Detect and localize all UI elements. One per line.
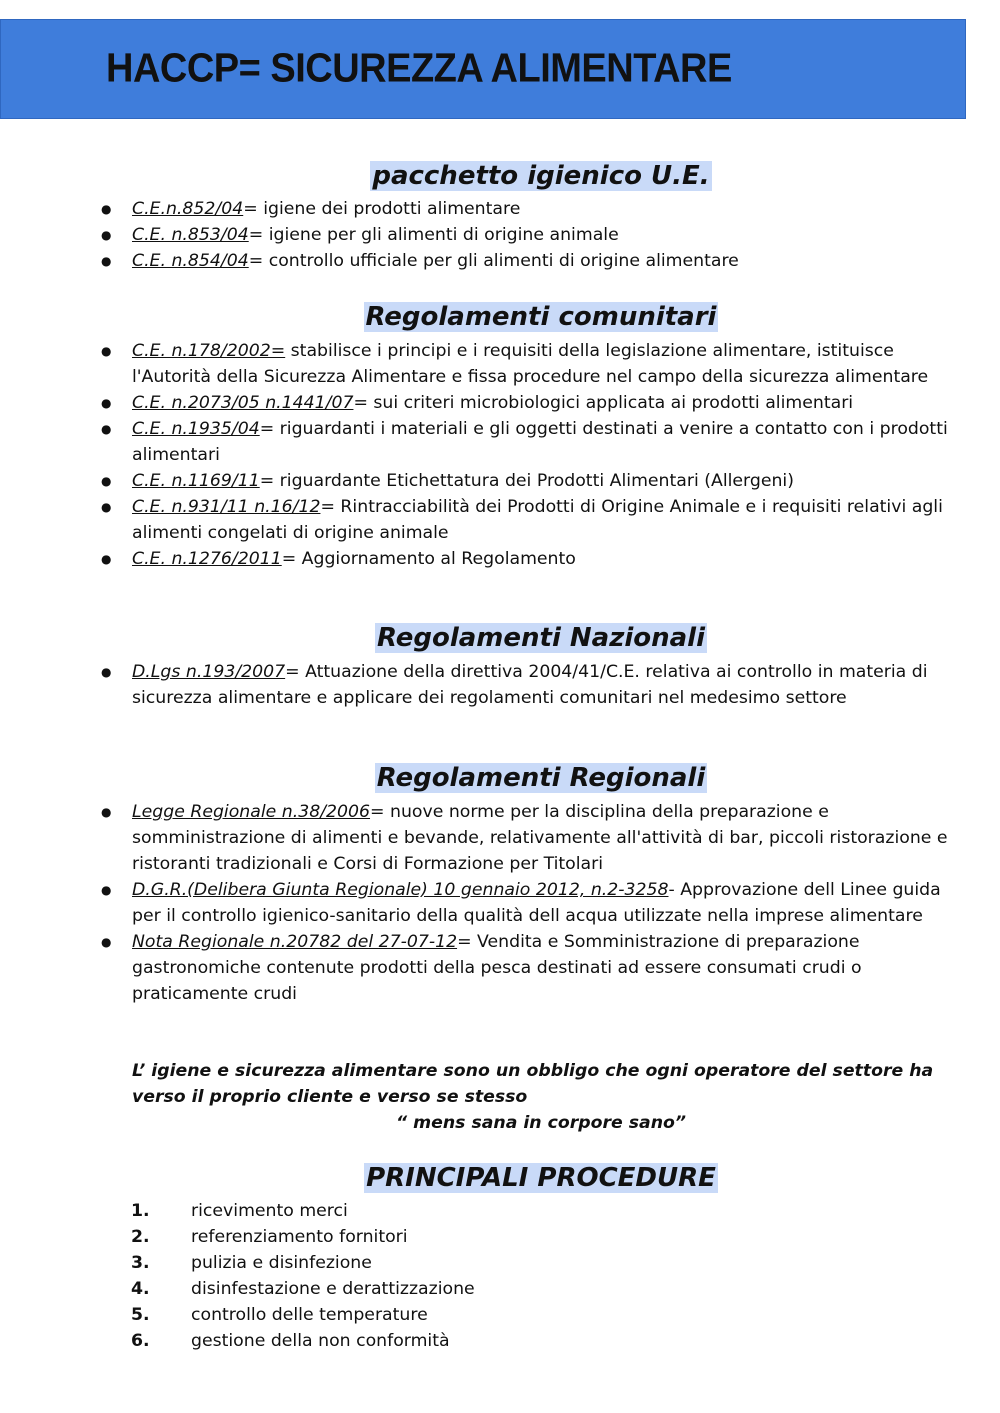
procedure-item: 4. disinfestazione e derattizzazione bbox=[131, 1279, 475, 1299]
procedures-list bbox=[0, 1198, 475, 1354]
list-pacchetto bbox=[0, 196, 952, 274]
list-item: ● C.E. n.1935/04= riguardanti i materiali e gli oggetti destinati a venire a contatto con i prodotti alimentari bbox=[0, 416, 952, 468]
section-heading-regionali: Regolamenti Regionali bbox=[376, 763, 706, 793]
list-item: ● C.E. n.2073/05 n.1441/07= sui criteri microbiologici applicata ai prodotti alimentari bbox=[0, 390, 952, 416]
list-item: ● C.E. n.854/04= controllo ufficiale per gli alimenti di origine alimentare bbox=[0, 248, 952, 274]
regulation-ref: C.E. n.853/04 bbox=[132, 225, 249, 245]
regulation-ref: C.E.n.852/04 bbox=[132, 199, 244, 219]
regulation-ref: Legge Regionale n.38/2006 bbox=[132, 802, 371, 822]
list-nazionali bbox=[0, 659, 952, 711]
procedure-item: 2. referenziamento fornitori bbox=[131, 1227, 408, 1247]
regulation-ref: C.E. n.2073/05 n.1441/07 bbox=[132, 393, 354, 413]
regulation-ref: D.Lgs n.193/2007 bbox=[132, 662, 286, 682]
procedure-item: 6. gestione della non conformità bbox=[131, 1331, 450, 1351]
list-item: ● C.E. n.1169/11= riguardante Etichettatura dei Prodotti Alimentari (Allergeni) bbox=[0, 468, 952, 494]
procedure-item: 3. pulizia e disinfezione bbox=[131, 1253, 372, 1273]
regulation-ref: D.G.R.(Delibera Giunta Regionale) 10 gennaio 2012, n.2-3258 bbox=[132, 880, 669, 900]
regulation-ref: C.E. n.1935/04 bbox=[132, 419, 260, 439]
list-item: ● D.Lgs n.193/2007= Attuazione della direttiva 2004/41/C.E. relativa ai controllo in materia di sicurezza alimentare e applicare dei regolamenti comunitari nel medesimo settore bbox=[0, 659, 952, 711]
closing-statement: L’ igiene e sicurezza alimentare sono un obbligo che ogni operatore del settore ha verso il proprio cliente e verso se stesso bbox=[132, 1061, 934, 1107]
procedure-item: 5. controllo delle temperature bbox=[131, 1305, 428, 1325]
list-comunitari bbox=[0, 338, 952, 572]
regulation-ref: C.E. n.931/11 n.16/12 bbox=[132, 497, 321, 517]
regulation-ref: C.E. n.1169/11 bbox=[132, 471, 260, 491]
list-item: ● C.E.n.852/04= igiene dei prodotti alimentare bbox=[0, 196, 952, 222]
regulation-ref: C.E. n.178/2002= bbox=[132, 341, 286, 361]
list-item: ● C.E. n.178/2002= stabilisce i principi e i requisiti della legislazione alimentare, istituisce l'Autorità della Sicurezza Alimentare e fissa procedure nel campo della sicurezza alimentare bbox=[0, 338, 952, 390]
procedure-item: 1. ricevimento merci bbox=[131, 1201, 348, 1221]
section-heading-procedure: PRINCIPALI PROCEDURE bbox=[366, 1163, 716, 1193]
list-item: ● Nota Regionale n.20782 del 27-07-12= Vendita e Somministrazione di preparazione gastronomiche contenute prodotti della pesca destinati ad essere consumati crudi o praticamente crudi bbox=[0, 929, 952, 1007]
section-heading-comunitari: Regolamenti comunitari bbox=[365, 302, 717, 332]
list-item: ● C.E. n.1276/2011= Aggiornamento al Regolamento bbox=[0, 546, 952, 572]
section-heading-nazionali: Regolamenti Nazionali bbox=[376, 623, 705, 653]
motto: “ mens sana in corpore sano” bbox=[395, 1113, 687, 1133]
list-item: ● C.E. n.931/11 n.16/12= Rintracciabilità dei Prodotti di Origine Animale e i requisiti relativi agli alimenti congelati di origine animale bbox=[0, 494, 952, 546]
list-item: ● Legge Regionale n.38/2006= nuove norme per la disciplina della preparazione e somministrazione di alimenti e bevande, relativamente all'attività di bar, piccoli ristorazione e ristoranti tradizionali e Corsi di Formazione per Titolari bbox=[0, 799, 952, 877]
page-title: HACCP= SICUREZZA ALIMENTARE bbox=[106, 46, 732, 92]
section-heading-pacchetto: pacchetto igienico U.E. bbox=[372, 161, 710, 191]
regulation-ref: C.E. n.1276/2011 bbox=[132, 549, 282, 569]
regulation-ref: C.E. n.854/04 bbox=[132, 251, 249, 271]
list-regionali bbox=[0, 799, 952, 1007]
regulation-ref: Nota Regionale n.20782 del 27-07-12 bbox=[132, 932, 458, 952]
list-item: ● C.E. n.853/04= igiene per gli alimenti di origine animale bbox=[0, 222, 952, 248]
list-item: ● D.G.R.(Delibera Giunta Regionale) 10 gennaio 2012, n.2-3258- Approvazione dell Linee guida per il controllo igienico-sanitario della qualità dell acqua utilizzate nella imprese alimentare bbox=[0, 877, 952, 929]
